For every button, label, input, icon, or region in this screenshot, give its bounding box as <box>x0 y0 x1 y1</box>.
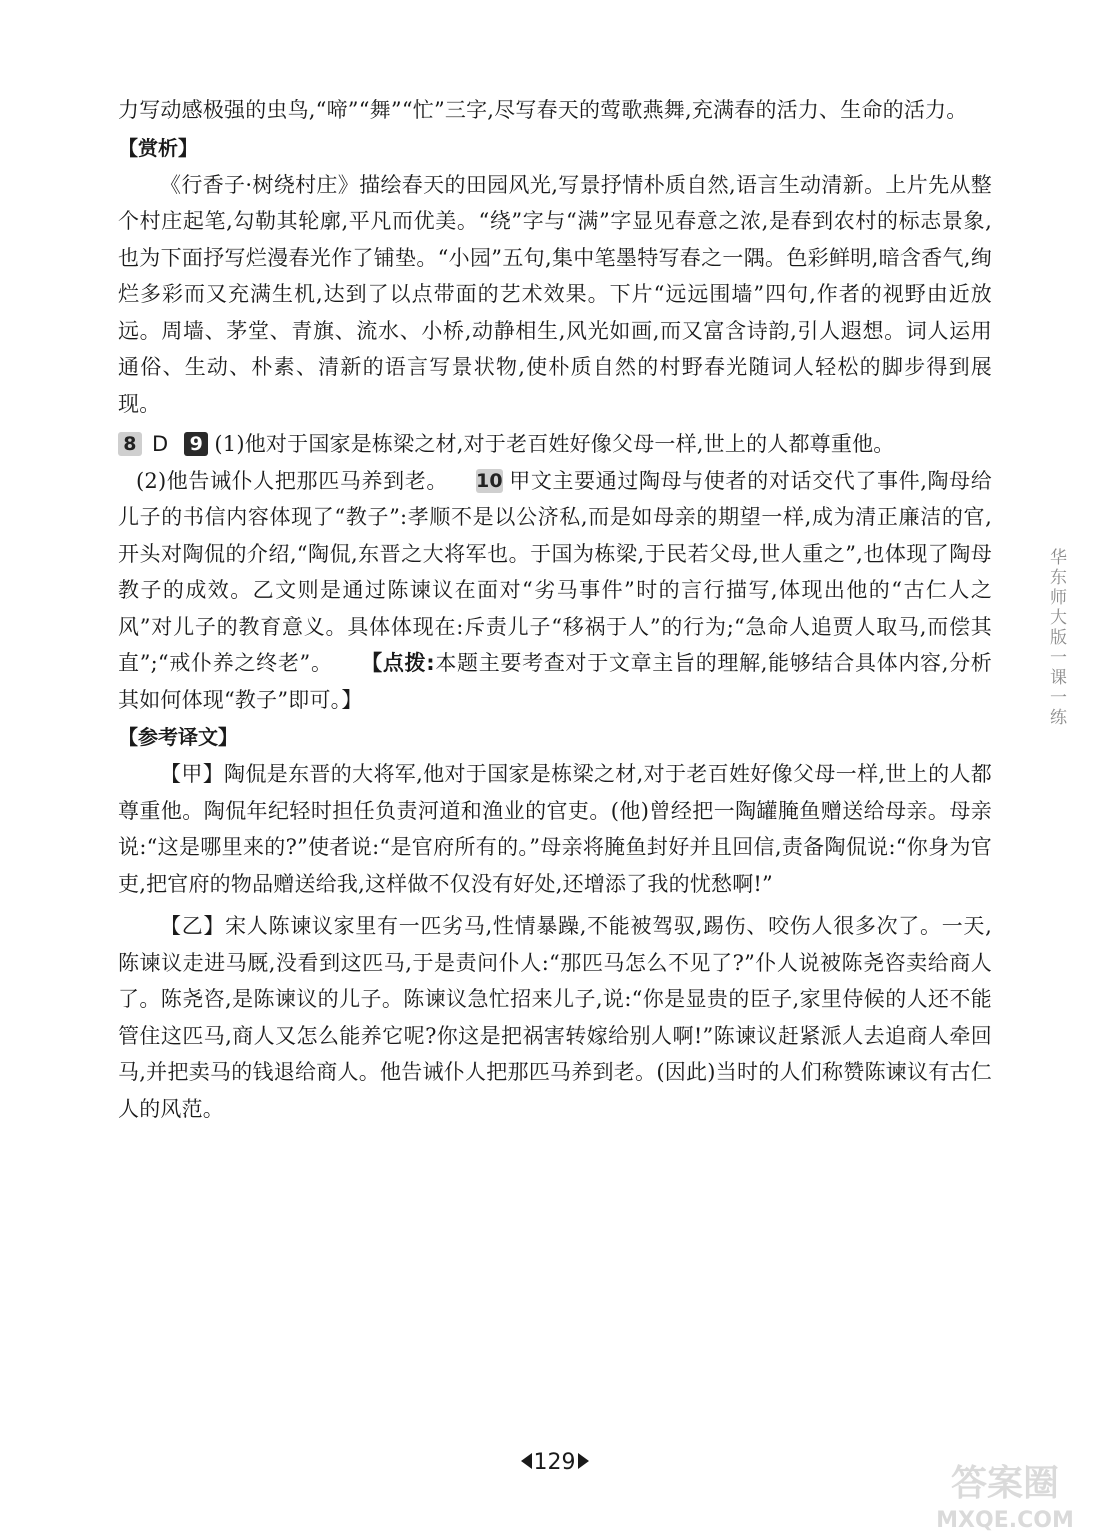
hint-label: 【点拨: <box>360 651 435 675</box>
watermark-logo <box>905 1455 1105 1535</box>
page-content <box>118 92 992 1127</box>
question-number-10: 10 <box>475 469 503 492</box>
translation-jia-paragraph <box>118 756 992 902</box>
question-number-8: 8 <box>118 432 142 456</box>
appreciation-paragraph: 《行香子·树绕村庄》描绘春天的田园风光,写景抒情朴质自然,语言生动清新。上片先从整个村庄起笔,勾勒其轮廓,平凡而优美。“绕”字与“满”字显见春意之浓,是春到农村的标志景象,也为下面抒写烂漫春光作了铺垫。“小园”五句,集中笔墨特写春之一隅。色彩鲜明,暗含香气,绚烂多彩而又充满生机,达到了以点带面的艺术效果。下片“远远围墙”四句,作者的视野由近放远。周墙、茅堂、青旗、流水、小桥,动静相生,风光如画,而又富含诗韵,引人遐想。词人运用通俗、生动、朴素、清新的语言写景状物,使朴质自然的村野春光随词人轻松的脚步得到展现。 <box>118 172 992 416</box>
question-number-9: 9 <box>184 432 208 456</box>
page-number-text: 129 <box>533 1450 576 1475</box>
intro-paragraph: 力写动感极强的虫鸟,“啼”“舞”“忙”三字,尽写春天的莺歌燕舞,充满春的活力、生命的活力。 <box>118 98 968 122</box>
answer-9-part1: (1)他对于国家是栋梁之材,对于老百姓好像父母一样,世上的人都尊重他。 <box>214 432 895 456</box>
hint-text: 本题主要考查对于文章主旨的理解,能够结合具体内容,分析其如何体现“教子”即可。】 <box>118 651 992 712</box>
side-book-label: 华东师大版一课一练 <box>1046 548 1066 728</box>
translation-jia-label: 【甲】 <box>160 762 225 786</box>
answer-8: D <box>152 432 169 456</box>
translation-jia-text: 陶侃是东晋的大将军,他对于国家是栋梁之材,对于老百姓好像父母一样,世上的人都尊重他。陶侃年纪轻时担任负责河道和渔业的官吏。(他)曾经把一陶罐腌鱼赠送给母亲。母亲说:“这是哪里来的?”使者说:“是官府所有的。”母亲将腌鱼封好并且回信,责备陶侃说:“你身为官吏,把官府的物品赠送给我,这样做不仅没有好处,还增添了我的忧愁啊!” <box>118 762 993 896</box>
watermark-bottom-text: MXQE.COM <box>936 1508 1074 1533</box>
appreciation-heading: 【赏析】 <box>118 135 198 160</box>
answer-9-part2: (2)他告诫仆人把那匹马养到老。 <box>136 468 448 493</box>
translation-yi-paragraph <box>118 908 992 1127</box>
arrow-right-icon <box>578 1453 589 1469</box>
answer-10-text: 甲文主要通过陶母与使者的对话交代了事件,陶母给儿子的书信内容体现了“教子”:孝顺不是以公济私,而是如母亲的期望一样,成为清正廉洁的官,开头对陶侃的介绍,“陶侃,东晋之大将军也。于国为栋梁,于民若父母,世人重之”,也体现了陶母教子的成效。乙文则是通过陈谏议在面对“劣马事件”时的言行描写,体现出他的“古仁人之风”对儿子的教育意义。具体体现在:斥责儿子“移祸于人”的行为;“急命人追贾人取马,而偿其直”;“戒仆养之终老”。 <box>118 468 992 675</box>
answer-8-9-paragraph <box>118 426 992 463</box>
translation-yi-text: 宋人陈谏议家里有一匹劣马,性情暴躁,不能被驾驭,踢伤、咬伤人很多次了。一天,陈谏议走进马厩,没看到这匹马,于是责问仆人:“那匹马怎么不见了?”仆人说被陈尧咨卖给商人了。陈尧咨,是陈谏议的儿子。陈谏议急忙招来儿子,说:“你是显贵的臣子,家里侍候的人还不能管住这匹马,商人又怎么能养它呢?你这是把祸害转嫁给别人啊!”陈谏议赶紧派人去追商人牵回马,并把卖马的钱退给商人。他告诫仆人把那匹马养到老。(因此)当时的人们称赞陈谏议有古仁人的风范。 <box>118 914 992 1121</box>
watermark-top-text: 答案圈 <box>950 1463 1060 1504</box>
translation-yi-label: 【乙】 <box>160 914 226 938</box>
translation-heading: 【参考译文】 <box>118 725 238 749</box>
arrow-left-icon <box>521 1453 532 1469</box>
answer-9-10-paragraph <box>118 463 992 719</box>
